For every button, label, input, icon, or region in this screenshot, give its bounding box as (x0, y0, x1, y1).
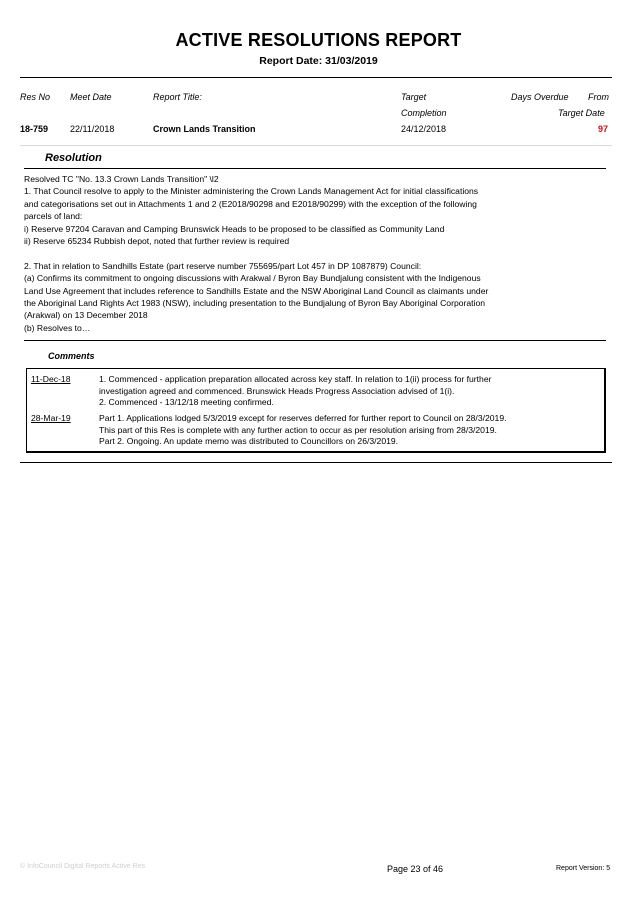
footer-version: Report Version: 5 (556, 865, 611, 872)
comment-text (99, 374, 491, 409)
comment-line: Part 2. Ongoing. An update memo was distributed to Councillors on 26/3/2019. (99, 436, 399, 447)
comment-line: This part of this Res is complete with any further action to occur as per resolution arising from 28/3/2019. (99, 424, 497, 435)
comment-date: 11-Dec-18 (31, 374, 71, 384)
resolution-line: and categorisations set out in Attachments 1 and 2 (E2018/90298 and E2018/90299) with the exception of the following (24, 198, 477, 209)
header-res-no: Res No (20, 92, 51, 102)
resolution-text (24, 173, 488, 334)
row-report-title: Crown Lands Transition (153, 124, 256, 134)
resolution-line: i) Reserve 97204 Caravan and Camping Brunswick Heads to be proposed to be classified as Community Land (24, 223, 445, 234)
resolution-line: Resolved TC "No. 13.3 Crown Lands Transition" \l2 (24, 174, 219, 184)
top-rule (20, 77, 612, 78)
report-date: Report Date: 31/03/2019 (259, 55, 378, 67)
footer-page-number: Page 23 of 46 (387, 864, 444, 874)
row-days-overdue: 97 (598, 124, 609, 134)
row-rule (20, 145, 612, 146)
resolution-rule (24, 168, 606, 169)
resolution-line: 2. That in relation to Sandhills Estate (part reserve number 755695/part Lot 457 in DP 1087879) Council: (24, 260, 422, 271)
resolution-line: 1. That Council resolve to apply to the Minister administering the Crown Lands Management Act for initial classifications (24, 186, 479, 197)
resolution-line: parcels of land: (24, 211, 83, 222)
row-res-no: 18-759 (20, 124, 49, 134)
resolution-line (24, 247, 488, 259)
header-from: From (588, 92, 609, 102)
row-meet-date: 22/11/2018 (70, 124, 115, 134)
resolution-heading: Resolution (45, 152, 102, 164)
comment-line: investigation agreed and commenced. Brunswick Heads Progress Association advised of 1(i). (99, 385, 455, 396)
header-completion: Completion (401, 108, 447, 118)
comment-date: 28-Mar-19 (31, 413, 71, 423)
resolution-line: (b) Resolves to… (24, 322, 91, 333)
resolution-bottom-rule (24, 340, 606, 341)
resolution-line: (a) Confirms its commitment to ongoing discussions with Arakwal / Byron Bay Bundjalung consistent with the Indigenous (24, 273, 481, 284)
header-report-title: Report Title: (153, 92, 202, 102)
resolution-line: Land Use Agreement that includes reference to Sandhills Estate and the NSW Aboriginal Land Council as claimants under (24, 285, 489, 296)
comment-text (99, 413, 507, 448)
header-meet-date: Meet Date (70, 92, 112, 102)
resolution-line: ii) Reserve 65234 Rubbish depot, noted that further review is required (24, 236, 290, 247)
comment-line: 2. Commenced - 13/12/18 meeting confirmed. (99, 397, 274, 408)
comments-bottom-rule (20, 462, 612, 463)
header-days-overdue: Days Overdue (511, 92, 569, 102)
resolution-line: (Arakwal) on 13 December 2018 (24, 310, 148, 321)
row-target-completion: 24/12/2018 (401, 124, 447, 134)
comment-line: Part 1. Applications lodged 5/3/2019 except for reserves deferred for further report to Council on 28/3/2019. (99, 413, 507, 423)
comment-line: 1. Commenced - application preparation allocated across key staff. In relation to 1(ii) process for further (99, 374, 492, 384)
report-title: ACTIVE RESOLUTIONS REPORT (175, 30, 462, 50)
comments-heading: Comments (48, 351, 95, 361)
header-target-date: Target Date (558, 108, 605, 118)
footer-copyright: © InfoCouncil Digital Reports Active Res (20, 863, 145, 870)
resolution-line: the Aboriginal Land Rights Act 1983 (NSW), including presentation to the Bundjalung of Byron Bay Aboriginal Corporation (24, 298, 486, 309)
header-target: Target (401, 92, 427, 102)
